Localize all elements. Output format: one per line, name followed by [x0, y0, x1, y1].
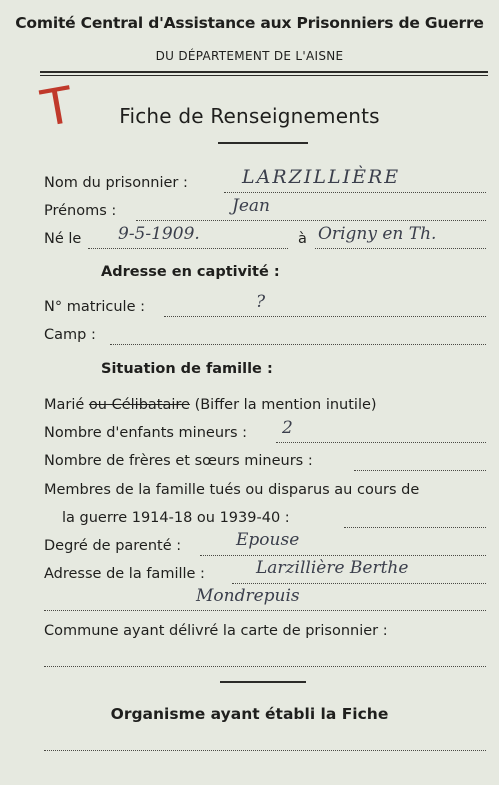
nom-label: Nom du prisonnier : [44, 175, 188, 191]
ne-le-label: Né le [44, 231, 82, 247]
a-label: à [298, 231, 307, 247]
prenoms-line [136, 220, 486, 221]
form-title: Fiche de Renseignements [119, 104, 380, 128]
celibataire-struck: ou Célibataire [88, 397, 190, 413]
freres-line [354, 470, 486, 471]
enfants-label: Nombre d'enfants mineurs : [44, 425, 248, 441]
adresse-famille-value2: Mondrepuis [196, 586, 300, 606]
matricule-value: ? [256, 292, 266, 312]
marie-line [44, 397, 377, 413]
adresse-captivite-heading: Adresse en captivité : [101, 264, 280, 280]
ne-le-value: 9-5-1909. [118, 224, 200, 244]
situation-heading: Situation de famille : [101, 361, 273, 377]
membres-dots [344, 527, 486, 528]
department-header: DU DÉPARTEMENT DE L'AISNE [155, 49, 344, 63]
biffer-note: (Biffer la mention inutile) [194, 397, 377, 413]
freres-label: Nombre de frères et sœurs mineurs : [44, 453, 313, 469]
adresse-famille-label: Adresse de la famille : [44, 566, 205, 582]
marie-text: Marié [44, 397, 85, 413]
lieu-value: Origny en Th. [318, 224, 437, 244]
commune-label: Commune ayant délivré la carte de prisonnier : [44, 623, 388, 639]
membres-line1: Membres de la famille tués ou disparus au cours de [44, 482, 420, 498]
header-rule-top [40, 71, 488, 73]
organisme-heading: Organisme ayant établi la Fiche [110, 705, 389, 723]
matricule-line [164, 316, 486, 317]
adresse-famille-line [232, 583, 486, 584]
parente-line [200, 555, 486, 556]
organization-header: Comité Central d'Assistance aux Prisonniers de Guerre [15, 14, 484, 32]
enfants-value: 2 [282, 418, 293, 438]
nom-value: LARZILLIÈRE [242, 166, 401, 188]
membres-line2: la guerre 1914-18 ou 1939-40 : [62, 510, 290, 526]
matricule-label: N° matricule : [44, 299, 145, 315]
ne-le-line [88, 248, 288, 249]
header-rule-bottom [40, 75, 488, 76]
organisme-line [44, 750, 486, 751]
prenoms-label: Prénoms : [44, 203, 117, 219]
adresse-famille-line2 [44, 610, 486, 611]
commune-line [44, 666, 486, 667]
section-divider [220, 681, 306, 683]
parente-value: Epouse [236, 530, 300, 550]
lieu-line [315, 248, 486, 249]
camp-line [110, 344, 486, 345]
enfants-line [276, 442, 486, 443]
prenoms-value: Jean [232, 196, 270, 216]
adresse-famille-value: Larzillière Berthe [256, 558, 409, 578]
red-t-mark: T [37, 75, 78, 139]
title-underline [218, 142, 308, 144]
camp-label: Camp : [44, 327, 96, 343]
nom-line [224, 192, 486, 193]
parente-label: Degré de parenté : [44, 538, 182, 554]
